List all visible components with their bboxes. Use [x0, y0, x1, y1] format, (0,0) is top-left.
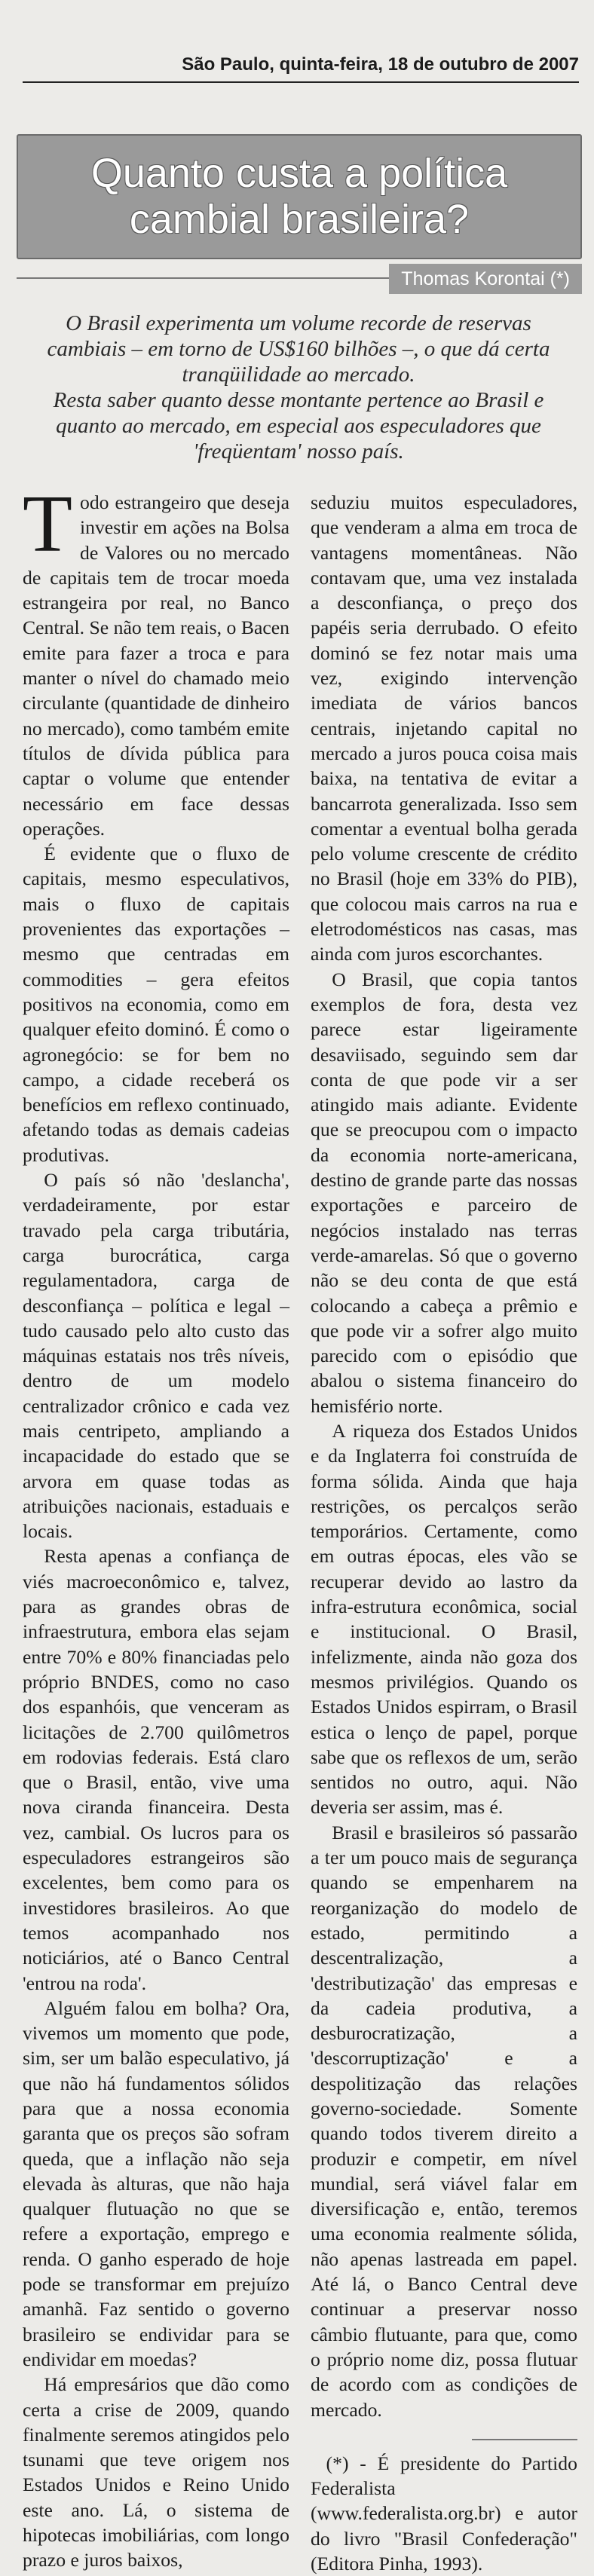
- lead-sentence: Resta saber quanto desse montante pertence ao Brasil e quanto ao mercado, em especial aos especuladores que 'freqüentam' nosso país.: [53, 388, 544, 463]
- article-paragraph: O Brasil, que copia tantos exemplos de fora, desta vez parece estar ligeiramente desaviisado, seguindo sem dar conta de que pode vir a ser atingido mais adiante. Evidente que se preocupou com o impacto da economia norte-americana, destino de grande parte das nossas exportações e parceiro de negócios instalado nas terras verde-amarelas. Só que o governo não se deu conta de que está colocando a cabeça a prêmio e que pode vir a sofrer algo muito parecido com o episódio que abalou o sistema financeiro do hemisfério norte.: [311, 968, 577, 1417]
- author-footnote: (*) - É presidente do Partido Federalista (www.federalista.org.br) e autor do livro "Brasil Confederação" (Editora Pinha, 1993).: [311, 2452, 577, 2575]
- article-paragraph: A riqueza dos Estados Unidos e da Inglaterra foi construída de forma sólida. Ainda que haja restrições, os percalços serão temporários. Certamente, como em outras épocas, eles vão se recuperar devido ao lastro da infra-estrutura econômica, social e institucional. O Brasil, infelizmente, ainda não goza dos mesmos privilégios. Quando os Estados Unidos espirram, o Brasil estica o lenço de papel, porque sabe que os reflexos de um, serão sentidos no outro, aqui. Não deveria ser assim, mas é.: [311, 1419, 577, 1819]
- headline: Quanto custa a política cambial brasileira?: [90, 151, 508, 242]
- footnote-rule: [472, 2439, 577, 2440]
- article-paragraph: Resta apenas a confiança de viés macroeconômico e, talvez, para as grandes obras de infraestrutura, embora elas sejam entre 70% e 80% financiadas pelo próprio BNDES, como no caso dos espanhóis, que venceram as licitações de 2.700 quilômetros em rodovias federais. Está claro que o Brasil, então, vive uma nova ciranda financeira. Desta vez, cambial. Os lucros para os especuladores estrangeiros são excelentes, bem como para os investidores brasileiros. Ao que temos acompanhado nos noticiários, até o Banco Central 'entrou na roda'.: [23, 1545, 289, 1994]
- headline-box: [17, 134, 582, 259]
- article-paragraph: Brasil e brasileiros só passarão a ter um pouco mais de segurança quando se empenharem na reorganização do modelo de estado, permitindo a descentralização, a 'destributização' das empresas e da cadeia produtiva, a desburocratização, a 'descorruptização' e a despolitização das relações governo-sociedade. Somente quando todos tiverem direito a produzir e competir, em nível mundial, será viável falar em diversificação e, então, teremos uma economia realmente sólida, não apenas lastreada em papel. Até lá, o Banco Central deve continuar a preservar nosso câmbio flutuante, para que, como o próprio nome diz, possa flutuar de acordo com as condições de mercado.: [311, 1821, 577, 2421]
- lead-paragraph: [24, 311, 573, 464]
- article-column-left: [23, 479, 289, 2571]
- article-paragraph: Alguém falou em bolha? Ora, vivemos um momento que pode, sim, ser um balão especulativo, já que não há fundamentos sólidos para que a nossa economia garanta que os preços são sofram queda, que a inflação não seja elevada às alturas, que não haja qualquer flutuação no que se refere a exportação, emprego e renda. O ganho esperado de hoje pode se transformar em prejuízo amanhã. Faz sentido o governo brasileiro se endividar para se endividar em moedas?: [23, 1996, 289, 2370]
- paragraph-text: odo estrangeiro que deseja investir em ações na Bolsa de Valores ou no mercado de capitais tem de trocar moeda estrangeira por real, no Banco Central. Se não tem reais, o Bacen emite para fazer a troca e para manter o nível do chamado meio circulante (quantidade de dinheiro no mercado), como também emite títulos de dívida pública para captar o volume que entender necessário em face dessas operações.: [23, 491, 289, 840]
- dateline: São Paulo, quinta-feira, 18 de outubro de 2007: [23, 51, 579, 83]
- article-paragraph: O país só não 'deslancha', verdadeiramente, por estar travado pela carga tributária, carga burocrática, carga regulamentadora, carga de desconfiança – política e legal – tudo causado pelo alto custo das máquinas estatais nos três níveis, dentro de um modelo centralizador crônico e cada vez mais centripeto, ampliando a incapacidade do estado que se arvora em quase todas as atribuições nacionais, estaduais e locais.: [23, 1169, 289, 1543]
- article-column-right: [311, 490, 577, 2575]
- article-paragraph: [23, 479, 289, 841]
- drop-cap: T: [23, 479, 72, 569]
- lead-sentence: O Brasil experimenta um volume recorde de reservas cambiais – em torno de US$160 bilhões –, o que dá certa tranqüilidade ao mercado.: [47, 311, 550, 387]
- article-paragraph: seduziu muitos especuladores, que venderam a alma em troca de vantagens momentâneas. Não contavam que, uma vez instalada a desconfiança, o preço dos papéis seria derrubado. O efeito dominó se fez notar mais uma vez, exigindo intervenção imediata de vários bancos centrais, injetando capital no mercado a juros pouca coisa mais baixa, na tentativa de evitar a bancarrota generalizada. Isso sem comentar a eventual bolha gerada pelo volume crescente de crédito no Brasil (hoje em 33% do PIB), que colocou mais carros na rua e eletrodomésticos nas casas, mas ainda com juros escorchantes.: [311, 491, 577, 965]
- byline: Thomas Korontai (*): [389, 264, 582, 294]
- article-paragraph: É evidente que o fluxo de capitais, mesmo especulativos, mais o fluxo de capitais provenientes das exportações – mesmo que centradas em commodities – gera efeitos positivos na economia, como em qualquer efeito dominó. É como o agronegócio: se for bem no campo, a cidade receberá os benefícios em reflexo continuado, afetando todas as demais cadeias produtivas.: [23, 843, 289, 1166]
- author-row: [17, 264, 582, 298]
- article-paragraph: Há empresários que dão como certa a crise de 2009, quando finalmente seremos atingidos pelo tsunami que teve origem nos Estados Unidos e Reino Unido este ano. Lá, o sistema de hipotecas imobiliárias, com longo prazo e juros baixos,: [23, 2373, 289, 2571]
